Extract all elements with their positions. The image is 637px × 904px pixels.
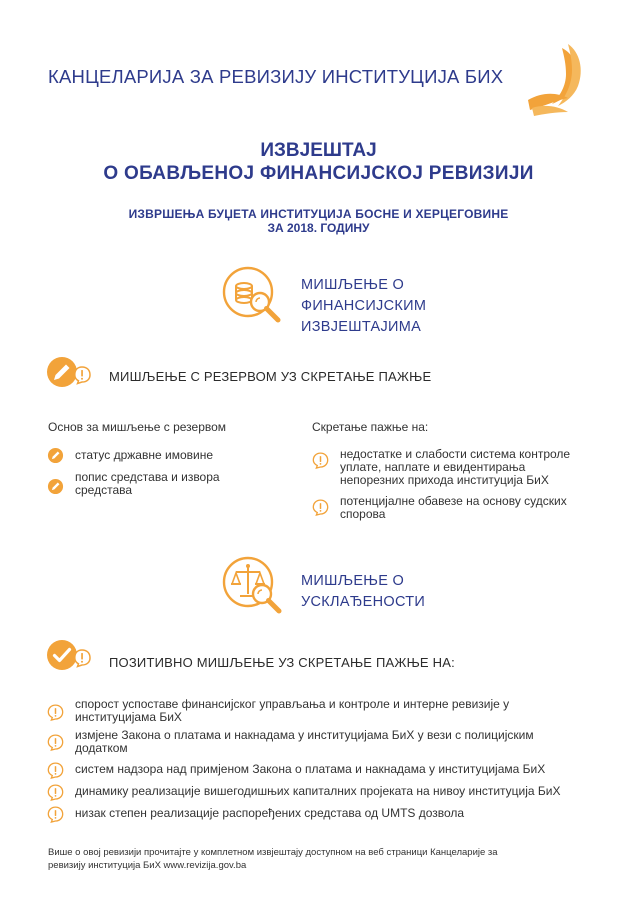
org-name: КАНЦЕЛАРИЈА ЗА РЕВИЗИЈУ ИНСТИТУЦИЈА БИХ [48,66,504,87]
report-subtitle-line2: ЗА 2018. ГОДИНУ [267,221,370,235]
exclamation-icon [47,784,64,801]
scales-magnifier-icon [218,554,290,624]
exclamation-icon [47,704,64,721]
list-item: систем надзора над примјеном Закона о платама и накнадама у институцијама БиХ [75,762,546,776]
right-column-title: Скретање пажње на: [312,420,429,434]
exclamation-icon [312,499,329,516]
check-exclamation-badge-icon [46,637,92,677]
financial-title-line2: ФИНАНСИЈСКИМ [301,298,427,314]
exclamation-icon [47,734,64,751]
list-item: потенцијалне обавезе на основу судских спорова [340,494,567,521]
report-title-line1: ИЗВЈЕШТАЈ [260,140,377,161]
compliance-section-title [301,571,425,613]
exclamation-icon [47,762,64,779]
pencil-icon [47,447,64,464]
exclamation-icon [47,806,64,823]
pencil-icon [47,478,64,495]
report-title-line2: О ОБАВЉЕНОЈ ФИНАНСИЈСКОЈ РЕВИЗИЈИ [103,163,534,184]
list-item: измјене Закона о платама и накнадама у институцијама БиХ у вези с полицијским додатком [75,728,534,755]
list-item: статус државне имовине [75,448,213,462]
financial-title-line1: МИШЉЕЊЕ О [301,277,405,293]
list-item: попис средстава и извора средстава [75,470,220,497]
list-item: динамику реализације вишегодишњих капиталних пројеката на нивоу институција БиХ [75,784,561,798]
footer-note [48,846,593,872]
pencil-exclamation-badge-icon [46,354,92,394]
swan-wing-logo-icon [522,40,586,120]
footer-line1: Више о овој ревизији прочитајте у комплетном извјештају доступном на веб страници Канцеларије за [48,847,498,858]
compliance-opinion: ПОЗИТИВНО МИШЉЕЊЕ УЗ СКРЕТАЊЕ ПАЖЊЕ НА: [109,655,455,670]
financial-title-line3: ИЗВЈЕШТАЈИМА [301,319,422,335]
list-item: недостатке и слабости система контроле уплате, наплате и евидентирања непорезних прихода институција БиХ [340,447,571,487]
compliance-title-line2: УСКЛАЂЕНОСТИ [301,594,426,610]
left-column-title: Основ за мишљење с резервом [48,420,227,434]
list-item: спорост успоставе финансијског управљања и контроле и интерне ревизије у институцијама БиХ [75,697,510,724]
financial-section-title [301,275,426,338]
coins-magnifier-icon [218,264,290,334]
exclamation-icon [312,452,329,469]
report-subtitle-line1: ИЗВРШЕЊА БУЏЕТА ИНСТИТУЦИЈА БОСНЕ И ХЕРЦЕГОВИНЕ [128,207,509,221]
footer-line2: ревизију институција БиХ www.revizija.gov.ba [48,860,247,871]
list-item: низак степен реализације распоређених средстава од UMTS дозвола [75,806,465,820]
compliance-title-line1: МИШЉЕЊЕ О [301,573,405,589]
financial-opinion: МИШЉЕЊЕ С РЕЗЕРВОМ УЗ СКРЕТАЊЕ ПАЖЊЕ [109,369,432,384]
